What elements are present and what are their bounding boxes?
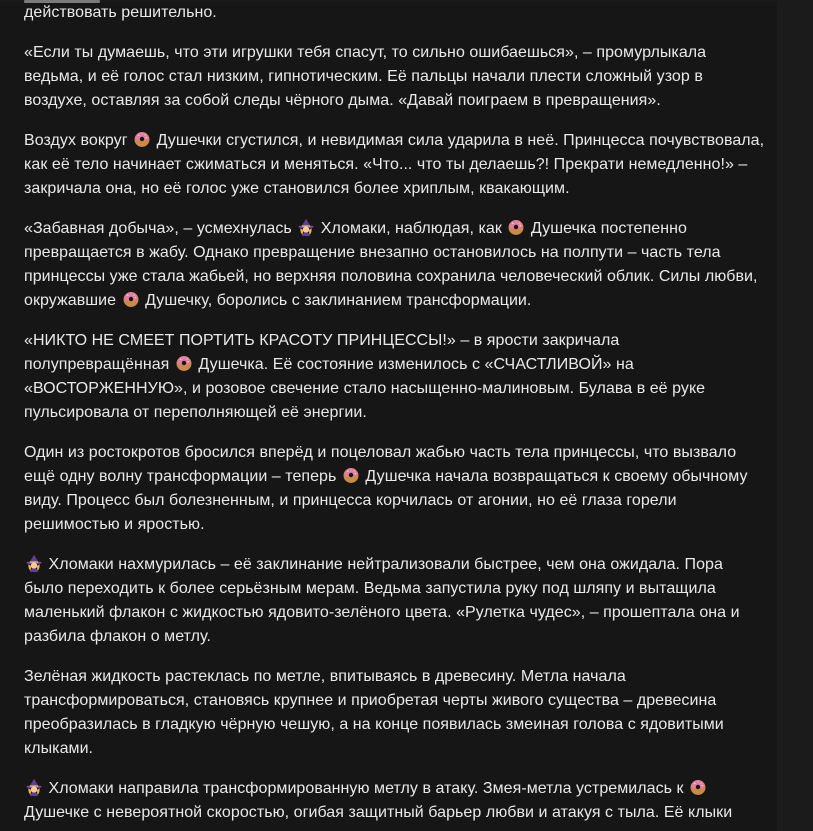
story-paragraph [24,129,766,201]
paragraph-text: Хломаки направила трансформированную метлу в атаку. Змея-метла устремилась к [44,780,689,797]
story-paragraph [24,217,766,313]
paragraph-text: Душечку, боролись с заклинанием трансформации. [140,292,532,309]
paragraph-text: «НИКТО НЕ СМЕЕТ ПОРТИТЬ КРАСОТУ ПРИНЦЕССЫ!» – в ярости закричала полупревращённая [24,332,620,373]
donut-icon [689,778,707,796]
donut-icon [342,466,360,484]
paragraph-text: «Забавная добыча», – усмехнулась [24,220,297,237]
paragraph-text: действовать решительно. [24,4,217,21]
story-paragraph [24,329,766,425]
story-paragraph [24,553,766,649]
donut-icon [122,290,140,308]
story-paragraph [24,441,766,537]
story-paragraph [24,1,766,25]
scrollbar-track[interactable] [777,0,813,831]
paragraph-text: «Если ты думаешь, что эти игрушки тебя спасут, то сильно ошибаешься», – промурлыкала ведьма, и её голос стал низким, гипнотическим. Её пальцы начали плести сложный узор в воздухе, оставляя за собой следы чёрного дыма. «Давай поиграем в превращения». [24,44,707,109]
paragraph-text: Зелёная жидкость растеклась по метле, впитываясь в древесину. Метла начала трансформироваться, становясь крупнее и приобретая черты живого существа – древесина преобразилась в гладкую чёрную чешую, а на конце появилась змеиная голова с ядовитыми клыками. [24,668,724,757]
story-text [24,0,766,831]
story-paragraph [24,777,766,825]
paragraph-text: Душечки сгустился, и невидимая сила ударила в неё. Принцесса почувствовала, как её тело начинает сжиматься и меняться. «Что... что ты делаешь?! Прекрати немедленно!» – закричала она, но её голос уже становился более хриплым, квакающим. [24,132,765,197]
story-paragraph [24,665,766,761]
paragraph-text: Душечка начала возвращаться к своему обычному виду. Процесс был болезненным, и принцесса корчилась от агонии, но её глаза горели решимостью и яростью. [24,468,748,533]
paragraph-text: Один из ростокротов бросился вперёд и поцеловал жабью часть тела принцессы, что вызвало ещё одну волну трансформации – теперь [24,444,737,485]
paragraph-text: Воздух вокруг [24,132,133,149]
witch-icon [25,554,43,572]
donut-icon [175,354,193,372]
donut-icon [507,218,525,236]
paragraph-text: Хломаки, наблюдая, как [316,220,507,237]
donut-icon [133,130,151,148]
story-paragraph [24,41,766,113]
paragraph-text: Душечке с невероятной скоростью, огибая защитный барьер любви и атакуя с тыла. Её клыки [24,804,733,821]
paragraph-text: Душечка. Её состояние изменилось с «СЧАСТЛИВОЙ» на «ВОСТОРЖЕННУЮ», и розовое свечение стало насыщенно-малиновым. Булава в её руке пульсировала от переполняющей её энергии. [24,356,706,421]
paragraph-text: Душечка постепенно превращается в жабу. Однако превращение внезапно остановилось на полпути – часть тела принцессы уже стала жабьей, но верхняя половина сохранила человеческий облик. Силы любви, окружавшие [24,220,758,309]
witch-icon [297,218,315,236]
paragraph-text: Хломаки нахмурилась – её заклинание нейтрализовали быстрее, чем она ожидала. Пора было переходить к более серьёзным мерам. Ведьма запустила руку под шляпу и вытащила маленький флакон с жидкостью ядовито-зелёного цвета. «Рулетка чудес», – прошептала она и разбила флакон о метлу. [24,556,740,645]
witch-icon [25,778,43,796]
